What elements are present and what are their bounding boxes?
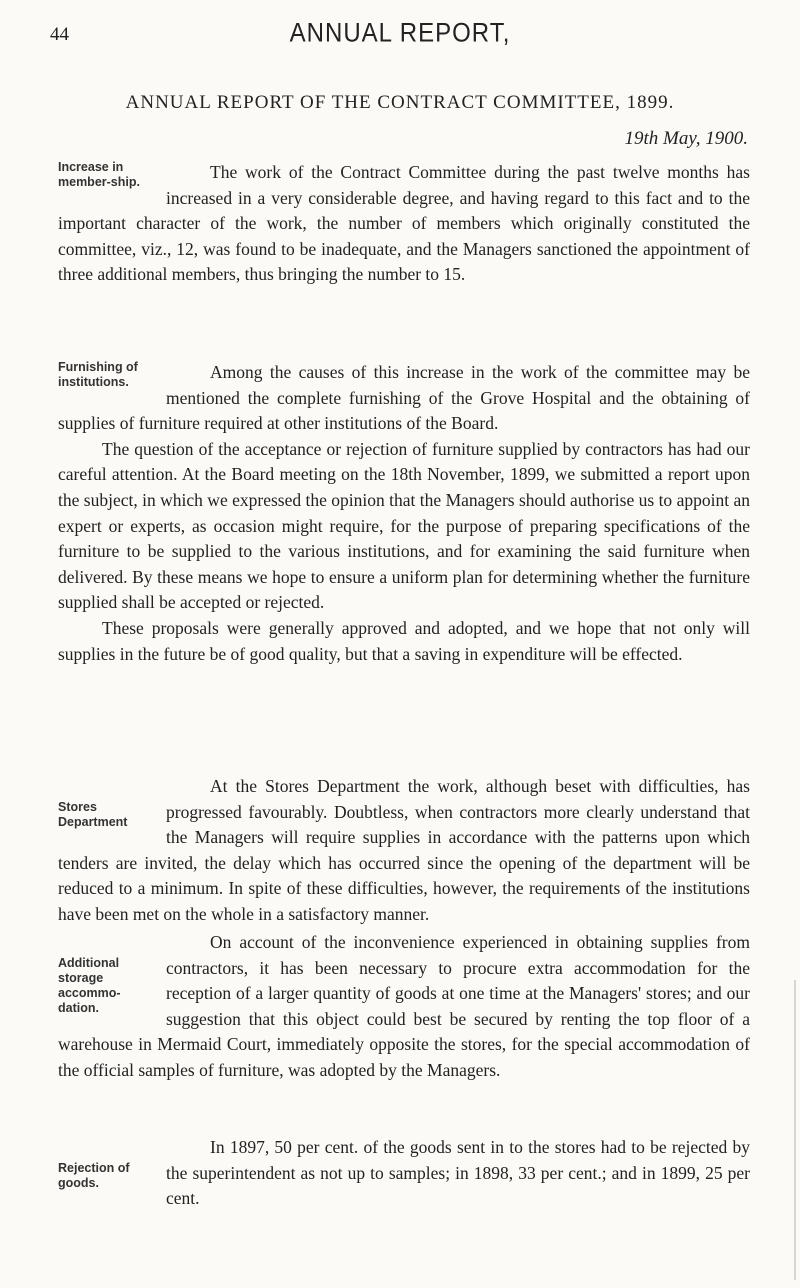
paragraph: The work of the Contract Committee during the past twelve months has increased in a very considerable degree, and having regard to this fact and to the important character of the work, the number of members which originally constituted the committee, viz., 12, was found to be inadequate, and the Managers sanctioned the appointment of three additional members, thus bringing the number to 15. [58, 162, 750, 285]
sidenote-stores: Stores Department [58, 800, 128, 829]
sidenote-storage: Additional storage accommo-dation. [58, 956, 121, 1015]
paragraph: In 1897, 50 per cent. of the goods sent in to the stores had to be rejected by the superintendent as not up to samples; in 1898, 33 per cent.; and in 1899, 25 per cent. [166, 1137, 750, 1209]
section-storage [58, 930, 750, 1084]
report-title: ANNUAL REPORT OF THE CONTRACT COMMITTEE, 1899. [125, 92, 675, 113]
paragraph: The question of the acceptance or rejection of furniture supplied by contractors has had our careful attention. At the Board meeting on the 18th November, 1899, we submitted a report upon the subject, in which we expressed the opinion that the Managers should authorise us to appoint an expert or experts, as occasion might require, for the purpose of preparing specifications of the furniture to be supplied to the various institutions, and for examining the said furniture when delivered. By these means we hope to ensure a uniform plan for determining whether the furniture supplied shall be accepted or rejected. [58, 438, 750, 613]
section-furnishing [58, 360, 750, 667]
sidenote-furnishing: Furnishing of institutions. [58, 360, 138, 389]
running-head: ANNUAL REPORT, [289, 18, 511, 49]
report-date [625, 128, 749, 150]
section-stores [58, 774, 750, 928]
date-day: 19th [624, 128, 659, 149]
paragraph: These proposals were generally approved and adopted, and we hope that not only will supplies in the future be of good quality, but that a saving in expenditure will be effected. [58, 617, 750, 664]
sidenote-rejection: Rejection of goods. [58, 1161, 130, 1190]
paragraph: Among the causes of this increase in the work of the committee may be mentioned the complete furnishing of the Grove Hospital and the obtaining of supplies of furniture required at other institutions of the Board. [58, 362, 750, 434]
section-membership [58, 160, 750, 288]
paragraph: On account of the inconvenience experienced in obtaining supplies from contractors, it has been necessary to procure extra accommodation for the reception of a larger quantity of goods at one time at the Managers' stores; and our suggestion that this object could best be secured by renting the top floor of a warehouse in Mermaid Court, immediately opposite the stores, for the special accommodation of the official samples of furniture, was adopted by the Managers. [58, 932, 750, 1080]
sidenote-membership: Increase in member-ship. [58, 160, 140, 189]
page-number: 44 [50, 24, 69, 45]
page-edge-shadow [794, 980, 796, 1280]
section-rejection [58, 1135, 750, 1212]
paragraph: At the Stores Department the work, although beset with difficulties, has progressed favourably. Doubtless, when contractors more clearly understand that the Managers will require supplies in accordance with the patterns upon which tenders are invited, the delay which has occurred since the opening of the department will be reduced to a minimum. In spite of these difficulties, however, the requirements of the institutions have been met on the whole in a satisfactory manner. [58, 776, 750, 924]
date-rest: May, 1900. [658, 128, 748, 149]
